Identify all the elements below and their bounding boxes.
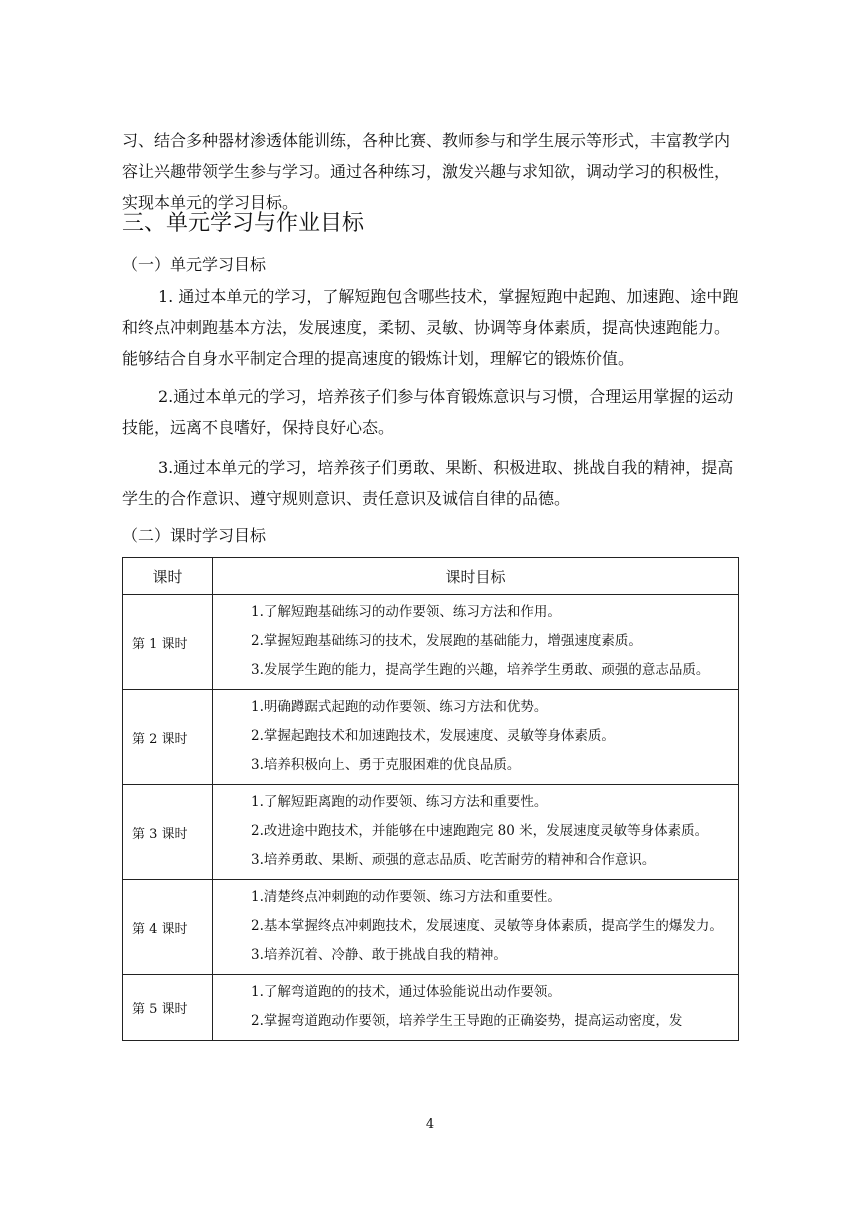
goals-cell: [213, 690, 739, 785]
lesson-cell: 第 4 课时: [123, 880, 213, 975]
goal-item: 3.培养勇敢、果断、顽强的意志品质、吃苦耐劳的精神和合作意识。: [251, 852, 656, 868]
unit-goal-item: 1. 通过本单元的学习，了解短跑包含哪些技术，掌握短跑中起跑、加速跑、途中跑和终点冲刺跑基本方法，发展速度，柔韧、灵敏、协调等身体素质，提高快速跑能力。能够结合自身水平制定合理的提高速度的锻炼计划，理解它的锻炼价值。: [122, 287, 739, 368]
goal-item: 1.了解弯道跑的的技术，通过体验能说出动作要领。: [251, 984, 561, 1000]
goals-cell: [213, 880, 739, 975]
table-header-row: [123, 558, 739, 595]
goal-item: 1.了解短跑基础练习的动作要领、练习方法和作用。: [251, 604, 561, 620]
goal-item: 2.基本掌握终点冲刺跑技术，发展速度、灵敏等身体素质，提高学生的爆发力。: [251, 918, 723, 934]
goal-item: 3.培养沉着、冷静、敢于挑战自我的精神。: [251, 947, 507, 963]
goal-item: 3.培养积极向上、勇于克服困难的优良品质。: [251, 757, 521, 773]
goal-item: 3.发展学生跑的能力，提高学生跑的兴趣，培养学生勇敢、顽强的意志品质。: [251, 662, 710, 678]
table-row: [123, 880, 739, 975]
table-row: [123, 595, 739, 690]
goal-item: 2.掌握起跑技术和加速跑技术，发展速度、灵敏等身体素质。: [251, 728, 615, 744]
unit-goal-item: 3.通过本单元的学习，培养孩子们勇敢、果断、积极进取、挑战自我的精神，提高学生的合作意识、遵守规则意识、责任意识及诚信自律的品德。: [122, 458, 734, 508]
table-row: [123, 975, 739, 1041]
column-header-lesson: 课时: [123, 558, 213, 595]
unit-goal-item: 2.通过本单元的学习，培养孩子们参与体育锻炼意识与习惯，合理运用掌握的运动技能，远离不良嗜好，保持良好心态。: [122, 387, 734, 437]
lesson-cell: 第 1 课时: [123, 595, 213, 690]
page-number: 4: [425, 1117, 435, 1132]
lesson-cell: 第 5 课时: [123, 975, 213, 1041]
goal-item: 1.清楚终点冲刺跑的动作要领、练习方法和重要性。: [251, 889, 561, 905]
goal-item: 1.了解短距离跑的动作要领、练习方法和重要性。: [251, 794, 548, 810]
lesson-goals-heading: （二）课时学习目标: [122, 526, 267, 545]
goals-cell: [213, 785, 739, 880]
goal-item: 2.掌握弯道跑动作要领，培养学生王导跑的正确姿势，提高运动密度，发: [251, 1013, 683, 1029]
section-title: 三、单元学习与作业目标: [122, 211, 365, 236]
lesson-goals-table: [122, 557, 739, 1041]
goals-cell: [213, 975, 739, 1041]
goal-item: 1.明确蹲踞式起跑的动作要领、练习方法和优势。: [251, 699, 548, 715]
intro-paragraph: 习、结合多种器材渗透体能训练，各种比赛、教师参与和学生展示等形式，丰富教学内容让兴趣带领学生参与学习。通过各种练习，激发兴趣与求知欲，调动学习的积极性，实现本单元的学习目标。: [122, 131, 731, 212]
lesson-cell: 第 2 课时: [123, 690, 213, 785]
column-header-goals: 课时目标: [213, 558, 739, 595]
table-row: [123, 690, 739, 785]
goals-cell: [213, 595, 739, 690]
lesson-cell: 第 3 课时: [123, 785, 213, 880]
goal-item: 2.掌握短跑基础练习的技术，发展跑的基础能力，增强速度素质。: [251, 633, 642, 649]
table-row: [123, 785, 739, 880]
goal-item: 2.改进途中跑技术，并能够在中速跑跑完 80 米，发展速度灵敏等身体素质。: [251, 823, 709, 839]
unit-goals-heading: （一）单元学习目标: [122, 255, 267, 274]
